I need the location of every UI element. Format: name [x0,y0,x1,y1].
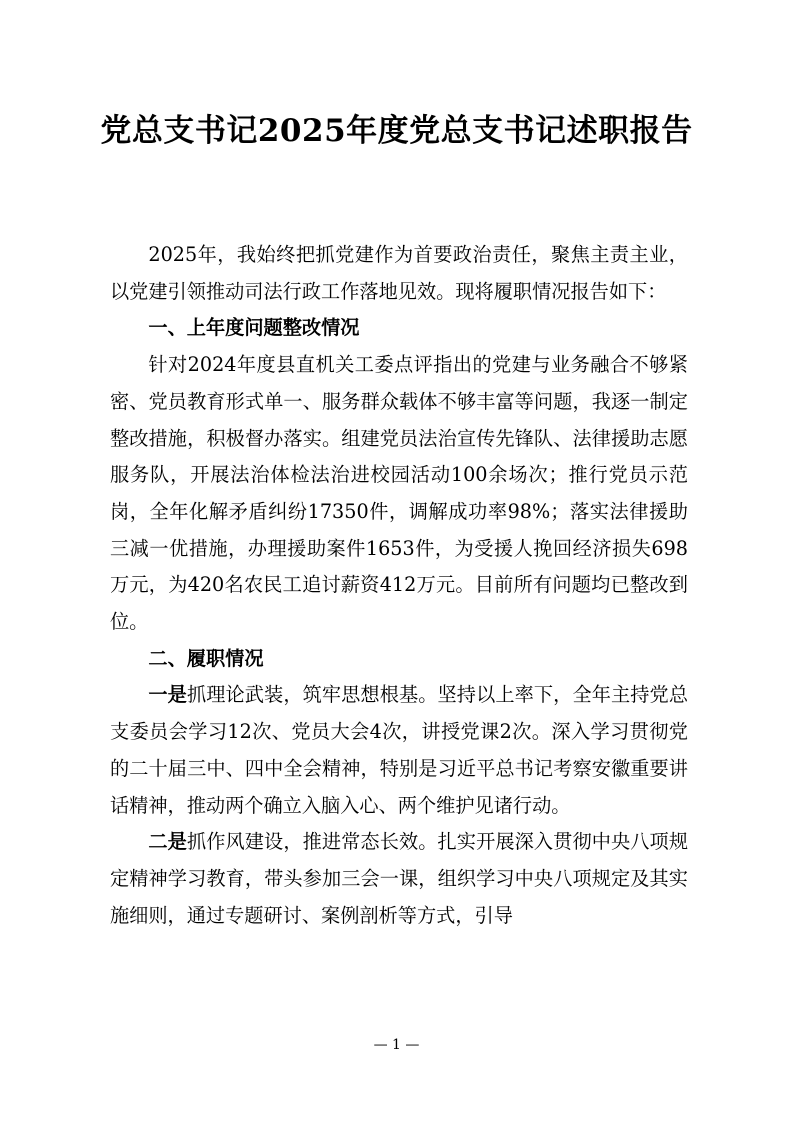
section-heading-rectification: 一、上年度问题整改情况 [148,316,360,340]
performance-item-theory [110,677,688,824]
page-number: — 1 — [373,1037,420,1053]
document-body [110,237,688,934]
item-text: 抓理论武装，筑牢思想根基。坚持以上率下，全年主持党总支委员会学习12次、党员大会4次，讲授党课2次。深入学习贯彻党的二十届三中、四中全会精神，特别是习近平总书记考察安徽重要讲话精神，推动两个确立入脑入心、两个维护见诸行动。 [110,683,689,817]
item-text: 抓作风建设，推进常态长效。扎实开展深入贯彻中央八项规定精神学习教育，带头参加三会一课，组织学习中央八项规定及其实施细则，通过专题研讨、案例剖析等方式，引导 [110,830,689,927]
intro-paragraph: 2025年，我始终把抓党建作为首要政治责任，聚焦主责主业，以党建引领推动司法行政工作落地见效。现将履职情况报告如下： [110,243,688,303]
section-heading-performance: 二、履职情况 [148,646,264,670]
document-title: 党总支书记2025年度党总支书记述职报告 [100,113,693,149]
performance-item-conduct [110,824,688,934]
item-lead: 一是 [148,683,187,707]
rectification-paragraph: 针对2024年度县直机关工委点评指出的党建与业务融合不够紧密、党员教育形式单一、服务群众载体不够丰富等问题，我逐一制定整改措施，积极督办落实。组建党员法治宣传先锋队、法律援助志愿服务队，开展法治体检法治进校园活动100余场次；推行党员示范岗，全年化解矛盾纠纷17350件，调解成功率98%；落实法律援助三减一优措施，办理援助案件1653件，为受援人挽回经济损失698万元，为420名农民工追讨薪资412万元。目前所有问题均已整改到位。 [110,353,688,634]
item-lead: 二是 [148,830,187,854]
